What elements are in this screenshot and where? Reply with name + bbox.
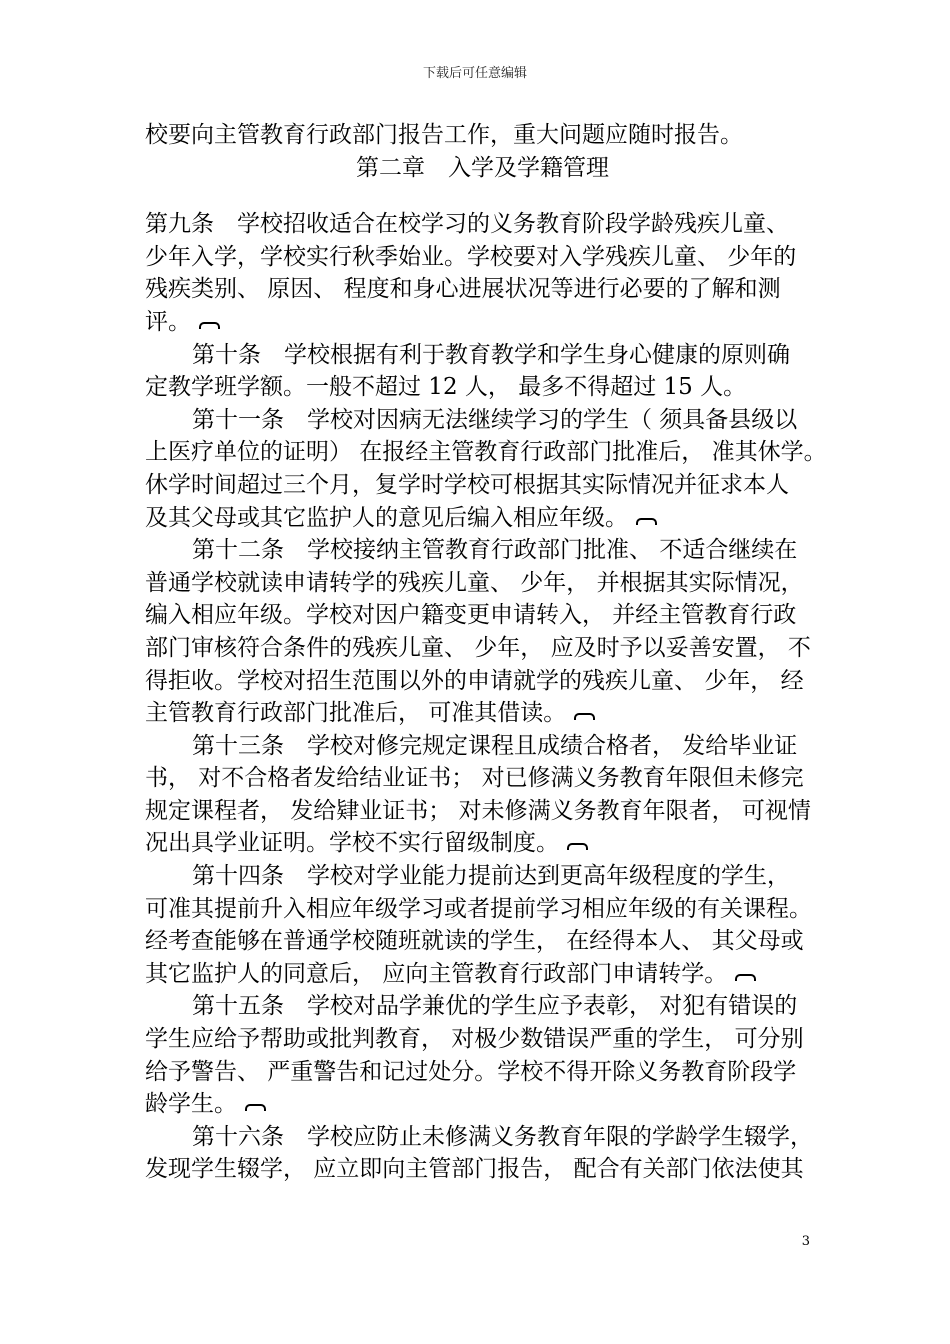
line-text: 休学时间超过三个月，复学时学校可根据其实际情况并征求本人: [145, 471, 789, 498]
line-text: 经考查能够在普通学校随班就读的学生， 在经得本人、 其父母或: [145, 928, 804, 955]
text-line: [145, 893, 820, 926]
paragraph-end-mark-icon: [636, 518, 657, 525]
text-line: [145, 339, 820, 372]
paragraph-end-mark-icon: [199, 322, 220, 329]
text-line: [145, 119, 820, 152]
line-text: 给予警告、 严重警告和记过处分。学校不得开除义务教育阶段学: [145, 1058, 797, 1085]
line-text: 发现学生辍学， 应立即向主管部门报告， 配合有关部门依法使其: [145, 1156, 804, 1183]
line-text: 第九条 学校招收适合在校学习的义务教育阶段学龄残疾儿童、: [145, 211, 789, 238]
line-text: 编入相应年级。学校对因户籍变更申请转入， 并经主管教育行政: [145, 602, 797, 629]
chapter-heading: [145, 152, 820, 185]
line-text: 龄学生。: [145, 1091, 237, 1118]
line-text: 书， 对不合格者发给结业证书； 对已修满义务教育年限但未修完: [145, 765, 804, 792]
line-text: 规定课程者， 发给肄业证书； 对未修满义务教育年限者， 可视情: [145, 797, 811, 824]
paragraph-end-mark-icon: [735, 974, 756, 981]
text-line: [145, 827, 820, 860]
blank-line: [145, 184, 820, 208]
line-text: 第二章 入学及学籍管理: [356, 154, 609, 181]
text-line: [145, 665, 820, 698]
line-text: 普通学校就读申请转学的残疾儿童、 少年， 并根据其实际情况，: [145, 569, 804, 596]
line-text: 定教学班学额。一般不超过 12 人， 最多不得超过 15 人。: [145, 374, 747, 401]
text-line: [145, 795, 820, 828]
text-line: [145, 697, 820, 730]
text-line: [145, 273, 820, 306]
text-line: [145, 502, 820, 535]
line-text: 第十三条 学校对修完规定课程且成绩合格者， 发给毕业证: [192, 732, 798, 759]
text-line: [145, 925, 820, 958]
document-body: [145, 119, 827, 1186]
line-text: 主管教育行政部门批准后， 可准其借读。: [145, 700, 567, 727]
page-header: 下载后可任意编辑: [422, 66, 527, 81]
page-number: 3: [801, 1234, 810, 1249]
text-line: [145, 306, 820, 339]
line-text: 第十一条 学校对因病无法继续学习的学生（ 须具备县级以: [192, 406, 798, 433]
text-line: [145, 436, 827, 469]
line-text: 少年入学，学校实行秋季始业。学校要对入学残疾儿童、 少年的: [145, 243, 797, 270]
text-line: [145, 1023, 820, 1056]
line-text: 第十二条 学校接纳主管教育行政部门批准、 不适合继续在: [192, 537, 798, 564]
line-text: 其它监护人的同意后， 应向主管教育行政部门申请转学。: [145, 960, 728, 987]
line-text: 可准其提前升入相应年级学习或者提前学习相应年级的有关课程。: [145, 895, 812, 922]
paragraph-end-mark-icon: [574, 713, 595, 720]
text-line: [145, 990, 820, 1023]
text-line: [145, 730, 820, 763]
text-line: [145, 599, 820, 632]
text-line: [145, 404, 820, 437]
line-text: 况出具学业证明。学校不实行留级制度。: [145, 830, 559, 857]
line-text: 第十五条 学校对品学兼优的学生应予表彰， 对犯有错误的: [192, 993, 798, 1020]
text-line: [145, 1088, 820, 1121]
text-line: [145, 1056, 820, 1089]
text-line: [145, 241, 820, 274]
line-text: 评。: [145, 308, 191, 335]
text-line: [145, 371, 820, 404]
paragraph-end-mark-icon: [245, 1104, 266, 1111]
text-line: [145, 208, 820, 241]
text-line: [145, 469, 820, 502]
line-text: 上医疗单位的证明） 在报经主管教育行政部门批准后， 准其休学。: [145, 439, 827, 466]
text-line: [145, 567, 820, 600]
line-text: 校要向主管教育行政部门报告工作，重大问题应随时报告。: [145, 122, 743, 148]
text-line: [145, 1121, 820, 1154]
text-line: [145, 762, 820, 795]
text-line: [145, 632, 820, 665]
paragraph-end-mark-icon: [567, 843, 588, 850]
text-line: [145, 860, 820, 893]
line-text: 第十条 学校根据有利于教育教学和学生身心健康的原则确: [192, 341, 790, 368]
line-text: 部门审核符合条件的残疾儿童、 少年， 应及时予以妥善安置， 不: [145, 634, 811, 661]
text-line: [145, 1153, 820, 1186]
line-text: 学生应给予帮助或批判教育， 对极少数错误严重的学生， 可分别: [145, 1026, 804, 1053]
line-text: 及其父母或其它监护人的意见后编入相应年级。: [145, 504, 628, 531]
line-text: 得拒收。学校对招生范围以外的申请就学的残疾儿童、 少年， 经: [145, 667, 804, 694]
line-text: 第十六条 学校应防止未修满义务教育年限的学龄学生辍学，: [192, 1123, 813, 1150]
text-line: [145, 958, 820, 991]
line-text: 第十四条 学校对学业能力提前达到更高年级程度的学生，: [192, 863, 790, 890]
line-text: 残疾类别、 原因、 程度和身心进展状况等进行必要的了解和测: [145, 276, 781, 303]
text-line: [145, 534, 820, 567]
